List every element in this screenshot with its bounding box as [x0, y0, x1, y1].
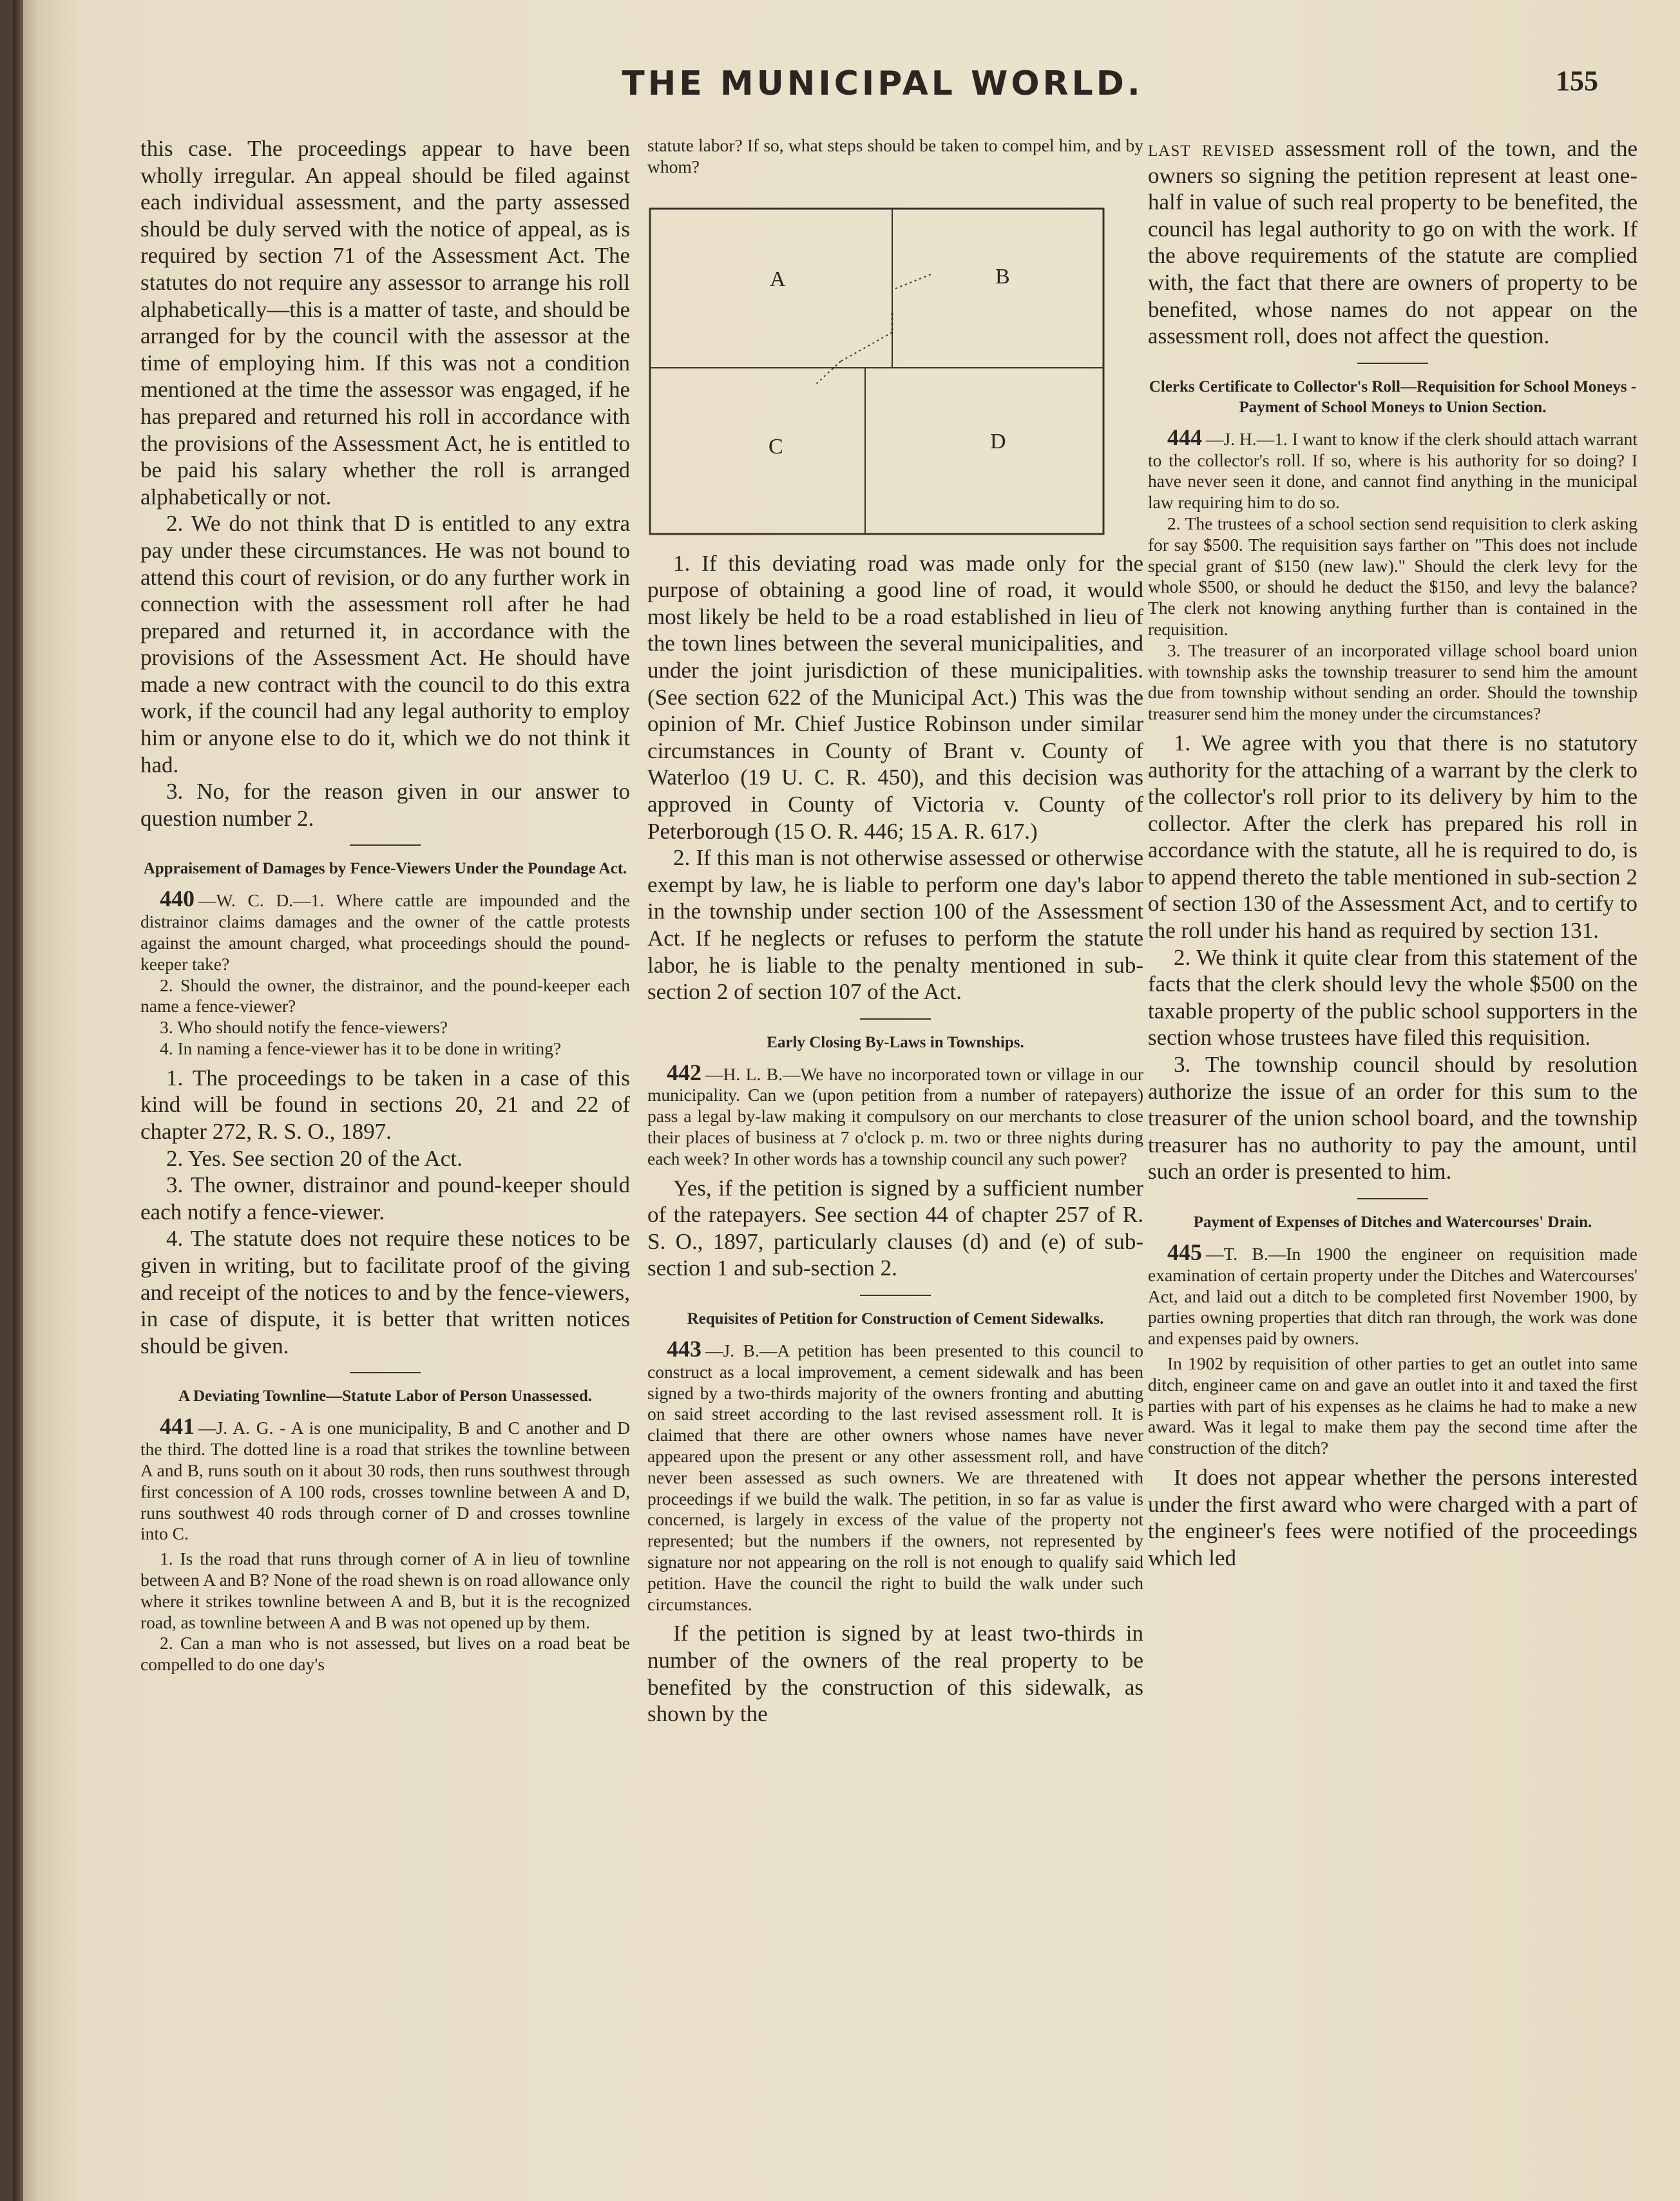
page-number: 155	[1556, 65, 1598, 97]
answer-paragraph: 1. The proceedings to be taken in a case of this kind will be found in sections 20, 21 and 22 of chapter 272, R. S. O., 1897.	[140, 1065, 630, 1144]
section-heading: Appraisement of Damages by Fence-Viewers Under the Poundage Act.	[143, 860, 627, 878]
region-label-a: A	[770, 267, 786, 291]
question-text: —J. B.—A petition has been presented to this council to construct as a local improvement, a cement sidewalk and has been signed by a two-thirds majority of the owners fronting and abutting on said street according to the last revised assessment roll. It is claimed that there are other owners whose names have never appeared upon the present or any other assessment roll, and have never been assessed as such owners. We are threatened with proceedings if we build the walk. The petition, in so far as value is concerned, is largely in excess of the value of the property not represented; but the numbers if the owners, not represented by signature nor not appearing on the roll is not enough to qualify said petition. Have the council the right to build the walk under such circumstances.	[647, 1340, 1143, 1614]
question-paragraph: 2. The trustees of a school section send requisition to clerk asking for say $500. The requisition says farther on "This does not include special grant of $150 (new law)." Should the clerk levy for the whole $500, or should he deduct the $150, and levy the balance? The clerk not knowing anything further than is contained in the requisition.	[1148, 513, 1637, 639]
section-heading: Early Closing By-Laws in Townships.	[767, 1033, 1024, 1051]
answer-paragraph: 1. We agree with you that there is no statutory authority for the attaching of a warrant by the clerk to the collector's roll prior to its delivery by him to the collector. After the clerk has prepared his roll in accordance with the statute, all he is required to do, is to append thereto the table mentioned in sub-section 2 of section 130 of the Assessment Act, and to certify to the roll under his hand as required by section 131.	[1148, 730, 1637, 944]
question-paragraph	[647, 1336, 1143, 1615]
section-divider	[860, 1295, 931, 1296]
question-paragraph: 1. Is the road that runs through corner of A in lieu of townline between A and B? None of the road shewn is on road allowance only where it strikes townline between A and B, but it is the recognized road, as townline between A and B was not opened up by them.	[140, 1548, 630, 1632]
answer-paragraph: 2. If this man is not otherwise assessed or otherwise exempt by law, he is liable to perform one day's labor in the township under section 100 of the Assessment Act. If he neglects or refuses to perform the statute labor, he is liable to the penalty mentioned in sub-section 2 of section 107 of the Act.	[647, 845, 1143, 1005]
townline-diagram	[647, 204, 1111, 538]
small-caps-text: last revised	[1148, 136, 1275, 161]
answer-paragraph: Yes, if the petition is signed by a sufficient number of the ratepayers. See section 44 of chapter 257 of R. S. O., 1897, particularly clauses (d) and (e) of sub-section 1 and sub-section 2.	[647, 1175, 1143, 1281]
townline-diagram-svg	[647, 204, 1111, 538]
answer-paragraph: this case. The proceedings appear to have been wholly irregular. An appeal should be filed against each individual assessment, and the party assessed should be duly served with the notice of appeal, as is required by section 71 of the Assessment Act. The statutes do not require any assessor to arrange his roll alphabetically—this is a matter of taste, and should be arranged for by the council with the assessor at the time of employing him. If this was not a condition mentioned at the time the assessor was engaged, if he has prepared and returned his roll in accordance with the provisions of the Assessment Act, he is entitled to be paid his salary whether the roll is arranged alphabetically or not.	[140, 136, 630, 510]
dotted-road-segment	[816, 361, 841, 384]
answer-paragraph: 2. Yes. See section 20 of the Act.	[166, 1145, 463, 1171]
question-text: —W. C. D.—1. Where cattle are impounded and the distrainor claims damages and the owner of the cattle protests against the amount charged, what proceedings should the pound-keeper take?	[140, 890, 630, 974]
question-text: —J. A. G. - A is one municipality, B and C another and D the third. The dotted line is a road that strikes the townline between A and B, runs south on it about 30 rods, then runs southwest through first concession of A 100 rods, crosses townline between A and D, runs southwest 40 rods through corner of D and crosses townline into C.	[140, 1418, 630, 1544]
column-3	[1148, 135, 1637, 1571]
question-number: 443	[667, 1336, 702, 1362]
question-paragraph	[140, 888, 630, 975]
answer-paragraph: 1. If this deviating road was made only for the purpose of obtaining a good line of road, it would most likely be held to be a road established in lieu of the town lines between the several municipalities, and under the joint jurisdiction of these municipalities. (See section 622 of the Municipal Act.) This was the opinion of Mr. Chief Justice Robinson under similar circumstances in County of Brant v. County of Waterloo (19 U. C. R. 450), and this decision was approved in County of Victoria v. County of Peterborough (15 O. R. 446; 15 A. R. 617.)	[647, 550, 1143, 844]
answer-paragraph: 3. The owner, distrainor and pound-keeper should each notify a fence-viewer.	[140, 1172, 630, 1224]
page-header-title: THE MUNICIPAL WORLD.	[622, 64, 1143, 103]
answer-paragraph: 4. The statute does not require these notices to be given in writing, but to facilitate proof of the giving and receipt of the notices to and by the fence-viewers, in case of dispute, it is better that written notices should be given.	[140, 1226, 630, 1358]
question-number: 445	[1167, 1239, 1202, 1265]
section-divider	[1357, 363, 1428, 364]
answer-text: assessment roll of the town, and the owners so signing the petition represent at least one-half in value of such real property to be benefited, the council has legal authority to go on with the work. If the above requirements of the statute are complied with, the fact that there are owners of property to be benefited, whose names do not appear on the assessment roll, does not affect the question.	[1148, 136, 1637, 349]
question-paragraph	[140, 1413, 630, 1545]
dotted-road-segment	[841, 332, 892, 361]
diagram-border	[650, 209, 1103, 534]
question-number: 440	[160, 886, 195, 912]
region-label-b: B	[995, 264, 1010, 289]
column-2	[647, 135, 1143, 1728]
question-paragraph: 2. Can a man who is not assessed, but lives on a road beat be compelled to do one day's	[140, 1633, 630, 1675]
answer-paragraph: 2. We think it quite clear from this statement of the facts that the clerk should levy the whole $500 on the taxable property of the public school supporters in the section whose trustees have filed this requisition.	[1148, 944, 1637, 1051]
question-paragraph	[647, 1059, 1143, 1170]
question-text: —H. L. B.—We have no incorporated town or village in our municipality. Can we (upon petition from a number of ratepayers) pass a legal by-law making it compulsory on our merchants to close their places of business at 7 o'clock p. m. two or three nights during each week? In other words has a township council any such power?	[647, 1063, 1143, 1168]
answer-paragraph: 2. We do not think that D is entitled to any extra pay under these circumstances. He was not bound to attend this court of revision, or do any further work in connection with the assessment roll after he had prepared and returned it, in accordance with the provisions of the Assessment Act. He should have made a new contract with the council to do this extra work, if the council had any legal authority to employ him or anyone else to do it, which we do not think it had.	[140, 511, 630, 777]
question-text: —T. B.—In 1900 the engineer on requisition made examination of certain property under the Ditches and Watercourses' Act, and laid out a ditch to be completed first November 1900, by parties owning properties that ditch ran through, the work was done and expenses paid by owners.	[1148, 1244, 1637, 1349]
region-label-d: D	[990, 429, 1006, 453]
answer-paragraph	[1148, 135, 1637, 350]
section-divider	[350, 844, 421, 846]
answer-paragraph: It does not appear whether the persons interested under the first award who were charged with a part of the engineer's fees were notified of the proceedings which led	[1148, 1464, 1637, 1570]
newspaper-page	[13, 0, 1680, 2201]
section-heading: Clerks Certificate to Collector's Roll—Requisition for School Moneys - Payment of School Moneys to Union Section.	[1149, 377, 1637, 416]
question-paragraph: 3. The treasurer of an incorporated village school board union with township asks the township treasurer to send him the amount due from township without sending an order. Should the township treasurer send him the money under the circumstances?	[1148, 640, 1637, 724]
section-heading: Payment of Expenses of Ditches and Watercourses' Drain.	[1193, 1214, 1592, 1231]
question-text: —J. H.—1. I want to know if the clerk should attach warrant to the collector's roll. If so, where is his authority for so doing? I have never seen it done, and cannot find anything in the municipal law requiring him to do so.	[1148, 428, 1637, 513]
section-divider	[860, 1018, 931, 1020]
question-number: 442	[667, 1059, 702, 1085]
question-paragraph	[1148, 424, 1637, 513]
question-number: 441	[160, 1413, 195, 1440]
dotted-road-segment	[895, 274, 931, 289]
book-spine	[13, 0, 23, 2201]
section-heading: A Deviating Townline—Statute Labor of Person Unassessed.	[178, 1387, 592, 1405]
question-paragraph: In 1902 by requisition of other parties to get an outlet into same ditch, engineer came on and gave an outlet into it and taxed the first parties with part of his expenses as he claims he had to make a new award. Was it legal to make them pay the second time after the construction of the ditch?	[1148, 1353, 1637, 1458]
question-number: 444	[1167, 424, 1202, 450]
question-paragraph	[1148, 1239, 1637, 1349]
section-divider	[1357, 1198, 1428, 1199]
question-paragraph: 3. Who should notify the fence-viewers?	[160, 1017, 448, 1038]
answer-paragraph: 3. No, for the reason given in our answer to question number 2.	[140, 779, 630, 831]
section-heading: Requisites of Petition for Construction of Cement Sidewalks.	[687, 1310, 1104, 1328]
answer-paragraph: 3. The township council should by resolution authorize the issue of an order for this sum to the treasurer of the union school board, and the township treasurer has no authority to pay the amount, until such an order is presented to him.	[1148, 1052, 1637, 1185]
column-1	[140, 135, 630, 1675]
region-label-c: C	[768, 434, 783, 459]
answer-paragraph: If the petition is signed by at least two-thirds in number of the owners of the real property to be benefited by the construction of this sidewalk, as shown by the	[647, 1621, 1143, 1727]
question-paragraph: 4. In naming a fence-viewer has it to be done in writing?	[160, 1038, 562, 1059]
section-divider	[350, 1372, 421, 1373]
question-paragraph: 2. Should the owner, the distrainor, and the pound-keeper each name a fence-viewer?	[140, 975, 630, 1016]
question-paragraph: statute labor? If so, what steps should be taken to compel him, and by whom?	[647, 135, 1143, 176]
